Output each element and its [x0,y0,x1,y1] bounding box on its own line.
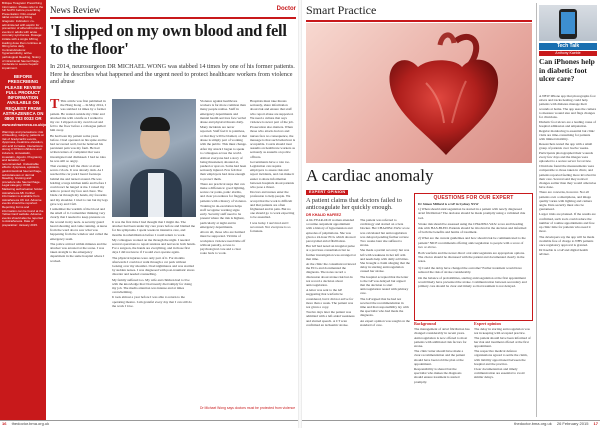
right-body-text-1: A 64-YEAR-OLD woman attended a routine outpatient appointment with a history of hypertension and episodes of palpitations. She was given a 24-hour ECG which showed paroxysmal atrial fibrillation. [306,218,356,244]
tech-talk-body [539,94,597,416]
body-text-1d: I remember the warmth of the blood and the smell of it. I remember thinking very clearly that I needed to keep pressure on the wound in my neck. A security guard heard shouting and came running. A nurse from the ward above saw what was happening from the window and called the emergency team. [50,207,108,241]
right-body-column-2 [360,218,410,417]
tech-talk-byline: Anthony Kaeble [539,51,597,56]
right-body-text-3b: The clinic letter should have made a clear recommendation and the patient should have been told the plan at the appointment. [414,349,466,366]
body-text-4: Hospitals must take threats seriously, share information about risk and ensure that staff who report abuse are supported. We need a culture that says violence is never part of the job. [250,99,294,125]
body-text-3e: Training in de-escalation helps staff recognise warning signs early. Security staff need to be present where the risk is highest, particularly at night and in emergency departments. [200,203,245,229]
opinion-text-b: The respective medical defence organisations agreed to settle the claim, with liability apportioned between the hospital and the practice. [474,349,528,366]
heart-icon [306,23,532,163]
right-body-text-2e: An expert opinion was sought on the standard of care. [360,318,410,327]
tech-talk-body-b: Diabetic foot ulcers are a leading cause of hospital admission and amputation. Regular monitoring is essential but clinic visits are time-consuming for patients with limited mobility. [539,120,596,142]
right-body-text-2: The patient was referred to cardiology and started on a beta blocker. Her CHA2DS2-VASc score was calculated but anticoagulation was delayed pending further review. Two weeks later she suffered a stroke. [360,218,410,248]
expert-opinion-label: EXPERT OPINION [306,190,348,195]
right-body-text-1b: Her GP had noted an irregular pulse at a previous consultation but no further investigation was arranged at that time. [306,244,356,261]
expert-header [306,190,408,218]
tech-talk-phone-illustration [539,5,597,41]
prescribing-info-bottom: Warnings and precautions: risk of bleeding, surgery, patients at risk of bradycardic events, dyspnoea, creatinine elevation, uric acid increase. Interactions: strong CYP3A4 inhibitors and inducers, simvastatin, lovastatin, digoxin. Pregnancy and lactation: not recommended. Undesirable effects: dyspnoea, epistaxis, gastrointestinal haemorrhage, subcutaneous or dermal bleeding, bruising and procedure site haemorrhage. Legal category: POM. Marketing authorisation holder: AstraZeneca AB. Further information is available from AstraZeneca UK Ltd. Adverse events should be reported. Reporting forms and information can be found at the Yellow Card website. Adverse events should also be reported to AstraZeneca. Date of preparation: January 2015. [2,129,44,227]
body-text-2b: My colleagues worked on me through the night. I needed several operations to repair tendons and nerves in both hands. For a surgeon, the hands are everything, and in those first days I did not know if I would ever operate again. [112,237,196,255]
body-text-4b: Prosecution also matters. When those who attack doctors and nurses face no consequence, the message is that such behaviour is acceptable. Courts should treat assaults on healthcare workers as seriously as assaults on police officers. [250,125,296,159]
right-section-title[interactable]: Smart Practice [306,3,377,17]
right-body-text-1d: A letter was sent to the GP suggesting that warfarin be considered, but it did not arrive for more than a week. The patient was not given a copy. [306,288,354,310]
main-headline: A cardiac anomaly [306,166,434,185]
right-body-text-2d: The GP argued that he had not received the recommendation in time and that responsibility lay with the specialist who had made the diagnosis. [360,296,409,318]
body-text-1e: The police arrived within minutes and the attacker was arrested at the scene. I was taken straight to the emergency department in the same hospital where I worked. [50,241,107,263]
right-body-text-1c: At the clinic the consultant reviewed the ECG and documented the diagnosis. The notes record a discussion about stroke risk but do not record a decision about anticoagulation. [306,262,356,288]
body-text-3: Violence against healthcare workers is far more common than many people realise. Staff in emergency departments and mental health services face verbal abuse and physical threats daily. [200,99,246,125]
question-1b: Stroke risk should be assessed using the CHA2DS2-VASc score and bleeding risk with HAS-BLED. Patients should be involved in the decision and informed of both the benefits and harms of treatment. [418,221,527,235]
right-body-column-3 [414,322,470,417]
doctor-portrait-photo [112,99,196,217]
body-text-2c: The physical injuries were only part of it. For months afterwards I could not walk through a car park without looking over my shoulder. I had nightmares and was startled by sudden noises. I was diagnosed with post-traumatic stress disorder and needed counselling. [112,255,195,277]
right-header-rule [306,20,532,22]
left-footer [2,421,296,428]
prescribing-info-top: Brilique Ticagrelor Prescribing Information. Please refer to the full SmPC before prescribing. Presentation: Film-coated tablet containing 90mg ticagrelor. Indication: co-administered with aspirin for prevention of atherothrombotic events in adults with acute coronary syndromes. Dosage: initiate with a single 180mg loading dose then continue at 90mg twice daily. Contraindications: hypersensitivity, active pathological bleeding, history of intracranial haemorrhage, moderate to severe hepatic impairment. [2,1,44,70]
body-text-2: It was the first time I had thought that I might die. The attacker had been under my care years before and blamed me for his symptoms. I spent weeks in intensive care, and months in rehabilitation before I could return to work. [112,220,196,237]
heading-expert-opinion: Expert opinion [474,322,501,326]
body-text-1c: That evening I left the clinic at about seven o'clock. It was already dark. As I reached the car park I heard footsteps behind me and turned around. He was holding a large kitchen knife and before I could react he lunged at me. I raised my arms to protect my face and chest. The blade cut through my hands, my forearms and my shoulder. I tried to run but my legs gave way and I fell. [50,164,108,206]
page-gutter [298,0,302,428]
opinion-text: The delay in starting anticoagulation was not in keeping with accepted practice. The patient should have been informed of her risk and treatment offered at the first appointment. [474,327,531,349]
right-body-text-3c: Responsibility is shared but the specialist who makes the diagnosis should ensure treatment is started promptly. [414,367,462,384]
right-body-text-1e: Twelve days later the patient was admitted with a left-sided weakness and slurred speech. A CT scan confirmed an ischaemic stroke. [306,310,355,327]
body-text-4d: Doctors and nurses enter the profession to help people. We accept that the work is difficult and that patients are often frightened and in pain. But no one should go to work expecting to be assaulted. [250,190,295,220]
questions-title: QUESTIONS FOR OUR EXPERT [433,195,514,201]
right-body-column-1 [306,218,356,417]
tech-talk-body-f: Larger trials are planned. If the results are confirmed, such tools could reduce the number of routine appointments and free up clinic time for patients who need it most. [539,212,596,234]
tech-talk-body-text: A NEW iPhone app that photographs foot ulcers and tracks healing could help patients with diabetes manage their wounds at home. The app uses the camera to measure wound size and flags changes for clinicians. [539,94,597,120]
tech-talk-body-h: Dr Kaeble is a GP and digital health adviser. [539,248,588,257]
right-footer-date: 26 February 2015 [556,421,589,426]
body-column-4 [250,99,296,417]
body-text-2e: It took almost a year before I was able to return to the operating theatre. I am grateful every day that I can still do the work I love. [112,295,192,308]
heart-illustration [306,23,532,163]
heading-background: Background [414,322,437,326]
doctor-badge: Doctor [276,6,296,12]
body-column-2 [112,220,196,417]
questions-content [415,202,532,289]
left-section-header [50,4,296,18]
left-footer-url[interactable]: thedoctor.bma.org.uk [11,421,50,426]
phone-icon [559,9,577,39]
tech-talk-title: Can iPhones help in diabetic foot ulcer care? [539,57,595,84]
right-footer [306,421,598,428]
headline: 'I slipped on my own blood and fell to the floor' [50,21,287,58]
expert-byline: DR KHALID HAFEEZ [306,213,342,217]
body-text-3c: After my attack I began to speak to colleagues across the world. Almost everyone had a story of being threatened, shouted at, pushed or spat on. Some had been seriously injured. Few felt that their employers had done enough to protect them. [200,147,247,181]
right-body-text-2c: The hospital accepted that the letter to the GP was delayed but argued that the decision to start anticoagulation rested with primary care. [360,274,409,296]
tech-talk-panel [536,3,600,417]
drop-cap: T [50,99,60,112]
tech-talk-body-g: The developers say the app will be made available free of charge to NHS patients once regulatory approval is granted. [539,234,595,247]
body-text-4e: I was lucky. I survived and I recovered. Not everyone is so fortunate. [250,220,291,234]
right-body-text-3a: The management of atrial fibrillation has changed considerably in recent years. Anticoagulation is now offered to most patients with additional risk factors for stroke. [414,327,470,349]
tech-talk-label[interactable]: Tech Talk [539,43,597,50]
tech-talk-body-e: There are concerns, however. Not all patients own a smartphone, and image quality varies with lighting and camera angle. Data security must also be guaranteed. [539,190,593,212]
question-3b: On the balance of probabilities, starting anticoagulation at the first appointment would likely have prevented the stroke. Communication between secondary and primary care should be clear and timely so that treatment is not delayed. [418,276,527,289]
body-text-4c: Governments have a role too. Legislation can require employers to assess risk and report incidents, and can make it easier to share information between hospitals about patients who pose a threat. [250,159,295,190]
right-page-number: 17 [593,421,598,426]
body-text-2d: My family suffered too. My wife and children had to live with the knowledge that I had nearly died simply for doing my job. The media attention was intense and at times overwhelming. [112,277,192,295]
question-1-author: Dr Simon Millard is a GP in Sydney NSW [418,202,479,206]
tech-talk-body-c: Researchers tested the app with a small group of patients over twelve weeks. Participants photographed their wounds every few days and the images were uploaded to a secure server for review. [539,142,593,164]
question-2b: Both warfarin and the newer direct oral anticoagulants are appropriate options. The choice should be discussed with the patient and documented clearly in the notes. [418,251,525,264]
body-text-1b: He had been my patient some years before. I had operated on his spine and he had recovered well, but he believed his persistent pain was my fault. He had written letters of complaint that were investigated and dismissed. I had no idea he was still so angry. [50,133,107,163]
photo-caption: Dr Michael Wong says doctors must be protected from violence [200,406,296,410]
advert-sidebar [0,0,57,420]
opinion-text-c: Clear documentation and timely communication are essential to avoid similar delays. [474,367,525,380]
question-2: 2) What are the current guidelines and how should risk be communicated to the patient? NICE recommends offering anticoagulation to people with a score of two or above. [418,236,526,249]
left-page-number: 16 [2,421,7,426]
sidebar-title: BEFORE PRESCRIBING PLEASE REVIEW FULL PRODUCT INFORMATION AVAILABLE ON REQUEST FROM ASTRAZENECA ON 0800 783 0033 OR [2,74,44,121]
right-body-text-2b: She made a partial recovery but was left with weakness in her left arm and needs help with daily activities. She brought a claim alleging that the delay in starting anticoagulation caused her stroke. [360,248,410,274]
questions-box [414,193,533,321]
right-body-column-4 [474,322,531,417]
portrait-hair [140,117,170,131]
standfirst-right: A patient claims that doctors failed to anticoagulate her quickly enough. [306,197,402,212]
body-text-3d: There are practical steps that can make a difference: good lighting, secure car parks, panic alarms, and clear procedures for flagging patients with a history of violence. [200,181,247,203]
question-3: 3) Could the delay have changed the outcome? Earlier treatment would have reduced the risk of stroke considerably. [418,265,522,274]
body-column-3 [200,99,247,417]
standfirst: In 2014, neurosurgeon DR MICHAEL WONG was stabbed 14 times by one of his former patients. Here he describes what happened and the urgent need to protect healthcare workers from violence and abuse [50,63,295,86]
section-title-news-review[interactable]: News Review [50,5,101,15]
left-header-rule [50,17,296,19]
portrait-shirt [148,173,164,217]
tech-talk-body-d: Clinicians found the measurements were comparable to those taken in clinic, and patients reported feeling more involved in their care. Several said they noticed changes earlier than they would otherwise have done. [539,164,597,190]
body-column-1 [50,99,108,417]
right-footer-url[interactable]: thedoctor.bma.org.uk [514,421,552,426]
body-text-1: This article was first published in the Hong Kong ... In May 2014, I was stabbed 14 times by a former patient. He waited outside my clinic and attacked me with a knife as I walked to my car. I slipped on my own blood and fell to the floor before a colleague pulled him away. [50,99,106,133]
question-1: 1) When should anticoagulation be started in a patient with newly diagnosed atrial fibrillation? The decision should be made promptly using a validated risk tool. [418,207,526,220]
body-text-3f: Above all, those who are harmed must be supported. Victims of workplace violence need time off without penalty, access to psychological care and a clear route back to work. [200,230,246,256]
sidebar-url[interactable]: www.astrazeneca.co.uk/product [2,123,57,128]
body-text-3b: Many incidents are never reported. Staff feel it is pointless, or that they will be blamed, or that abuse is simply part of working with the public. This must change. [200,125,247,147]
